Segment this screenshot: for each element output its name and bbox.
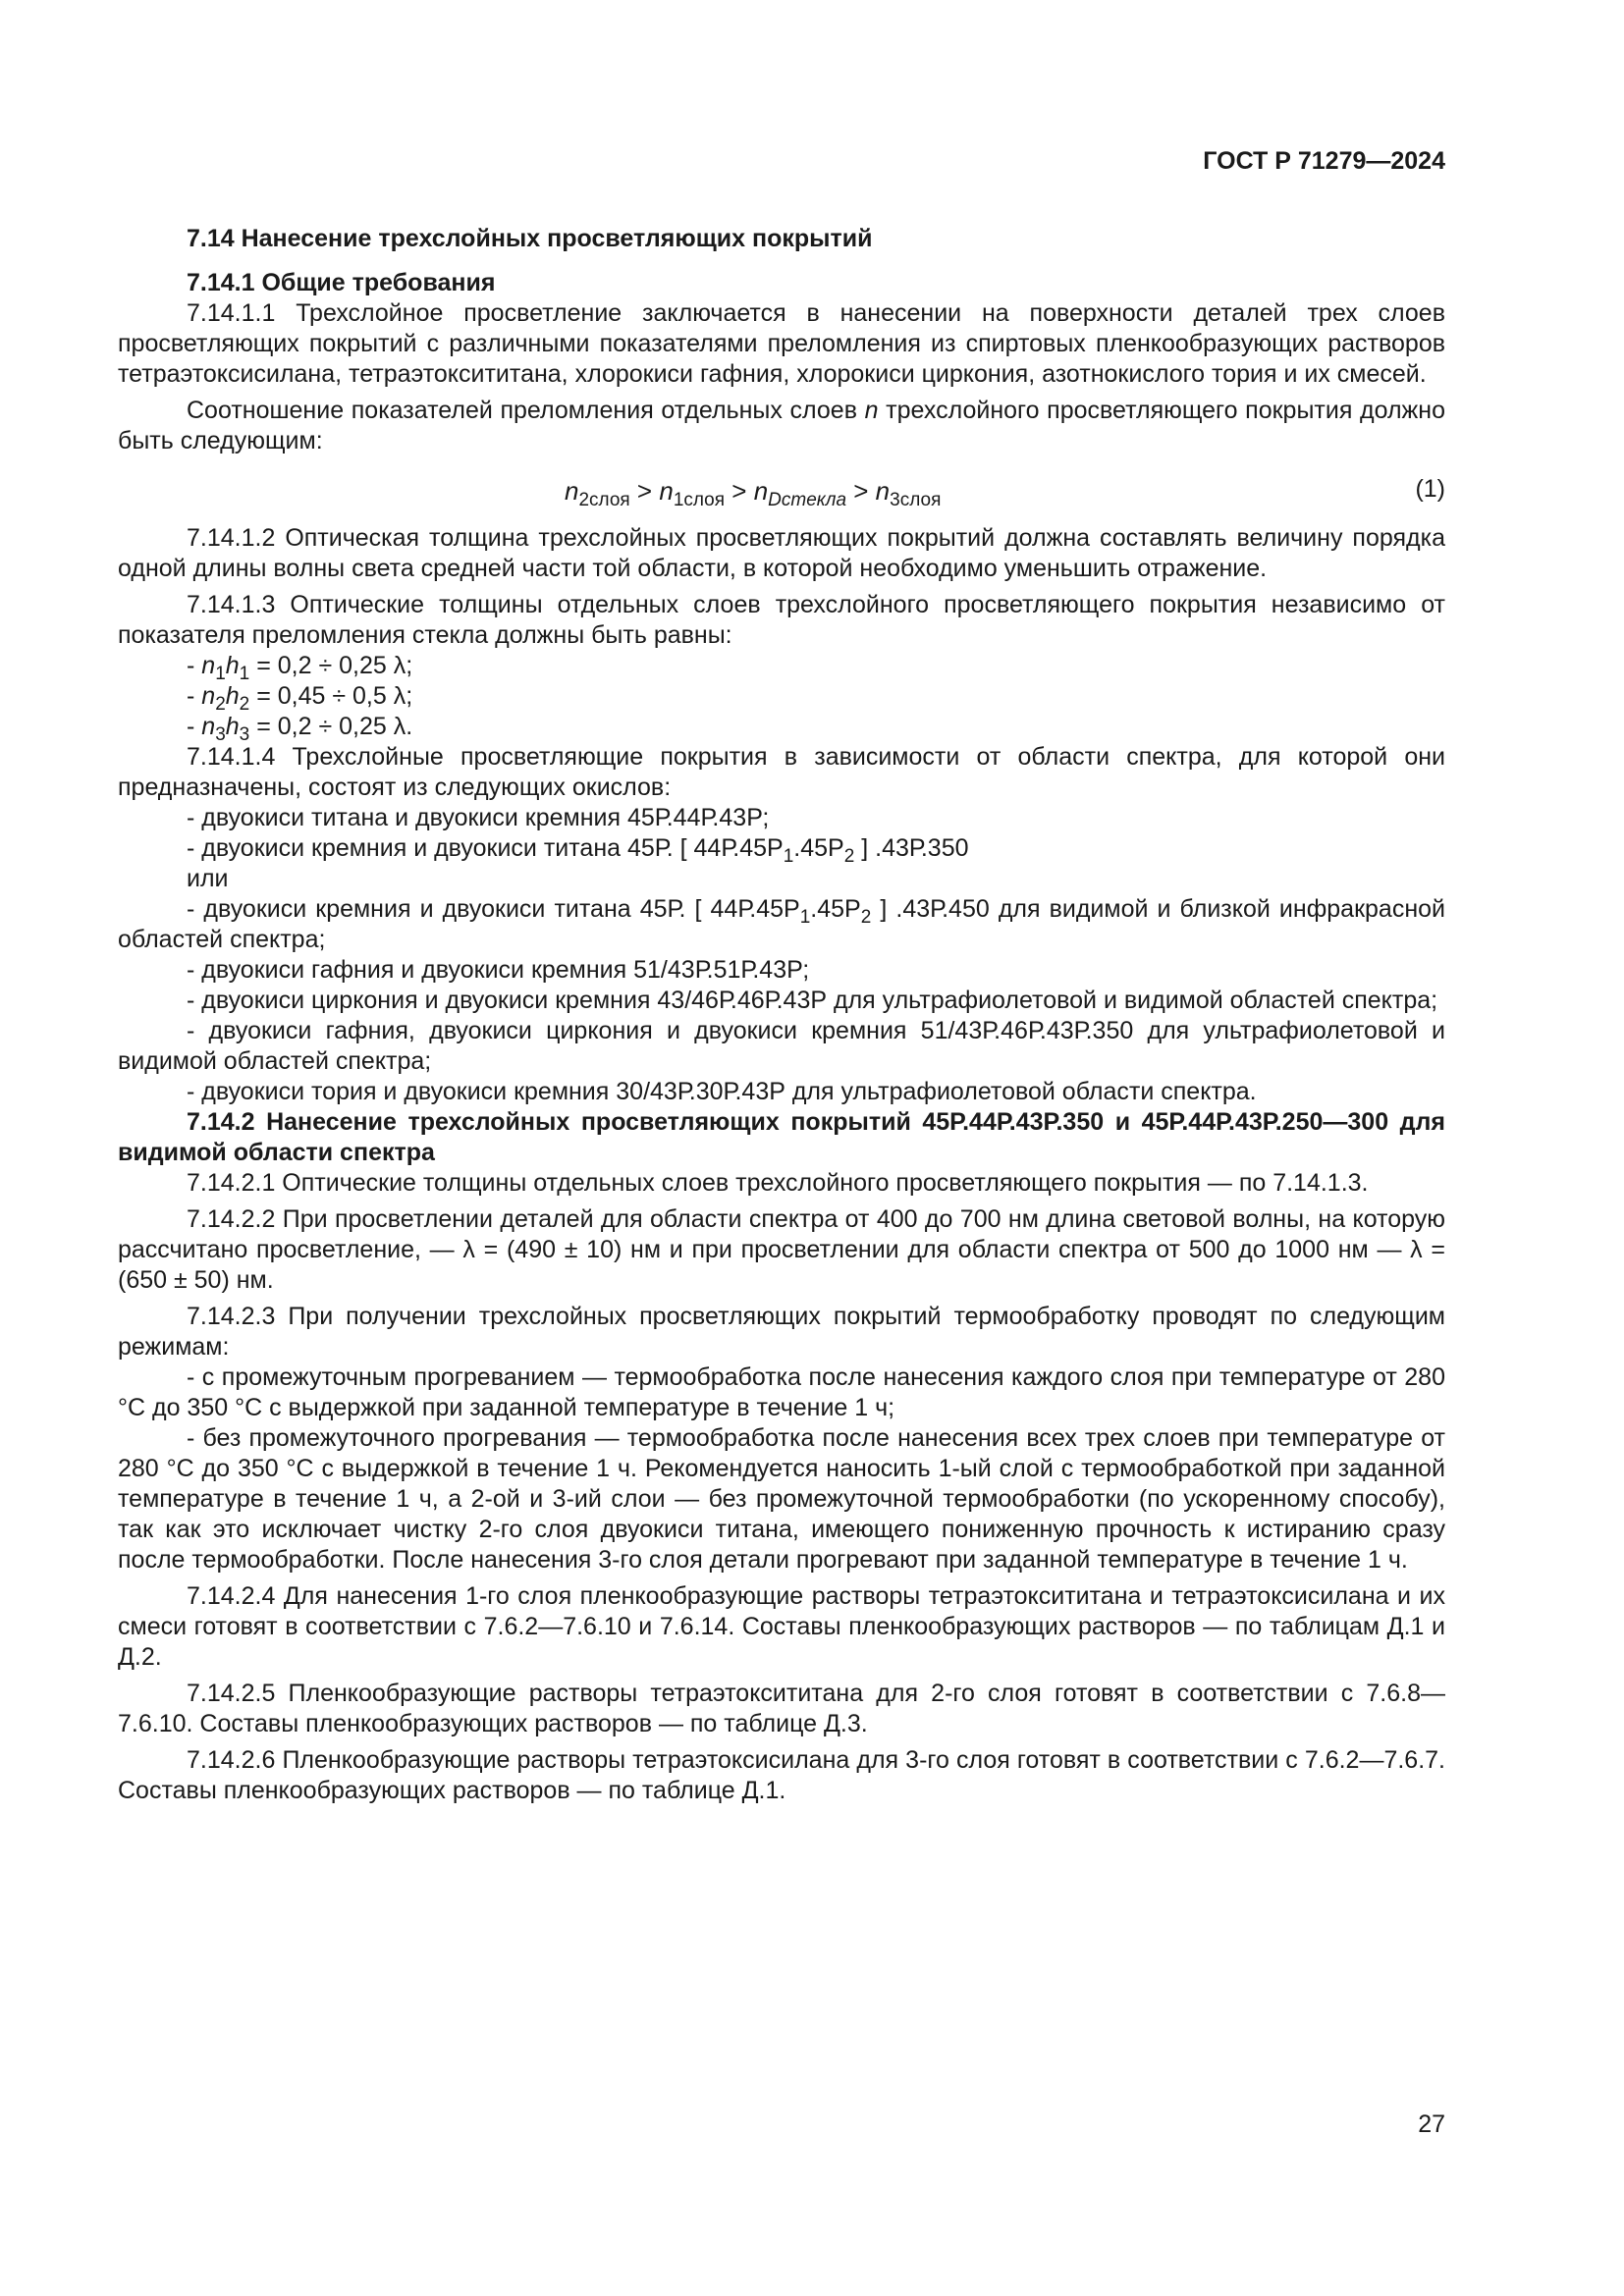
paragraph-7-14-2-4: 7.14.2.4 Для нанесения 1-го слоя пленкообразующие растворы тетраэтоксититана и тетраэтоксисилана и их смеси готовят в соответствии с 7.6.2—7.6.10 и 7.6.14. Составы пленкообразующих растворов — по таблицам Д.1 и Д.2. <box>118 1582 1445 1671</box>
paragraph-7-14-1-3: 7.14.1.3 Оптические толщины отдельных слоев трехслойного просветляющего покрытия независимо от показателя преломления стекла должны быть равны: <box>118 591 1445 649</box>
oxide-item-2: - двуокиси кремния и двуокиси титана 45Р. [ $44Р.45Р_1.45Р_2$ ] .43Р.350 <box>187 834 969 867</box>
subsection-title-visible: 7.14.2 Нанесение трехслойных просветляющих покрытий 45Р.44Р.43Р.350 и 45Р.44Р.43Р.250—300 для видимой области спектра <box>118 1108 1445 1166</box>
oxide-item-5: - двуокиси циркония и двуокиси кремния 43/46Р.46Р.43Р для ультрафиолетовой и видимой областей спектра; <box>187 987 1438 1014</box>
formula-1 <box>118 462 1445 523</box>
oxide-item-6: - двуокиси гафния, двуокиси циркония и двуокиси кремния 51/43Р.46Р.43Р.350 для ультрафиолетовой и видимой областей спектра; <box>118 1017 1445 1075</box>
paragraph-7-14-2-6: 7.14.2.6 Пленкообразующие растворы тетраэтоксисилана для 3-го слоя готовят в соответствии с 7.6.2—7.6.7. Составы пленкообразующих растворов — по таблице Д.1. <box>118 1746 1445 1804</box>
standard-code: ГОСТ Р 71279—2024 <box>1203 147 1445 175</box>
oxide-item-3: - двуокиси кремния и двуокиси титана 45Р. [ $44Р.45Р_1.45Р_2$ ] .43Р.450 для видимой и близкой инфракрасной областей спектра; <box>118 895 1445 953</box>
paragraph-7-14-2-1: 7.14.2.1 Оптические толщины отдельных слоев трехслойного просветляющего покрытия — по 7.14.1.3. <box>187 1169 1369 1197</box>
paragraph-7-14-2-2: 7.14.2.2 При просветлении деталей для области спектра от 400 до 700 нм длина световой волны, на которую рассчитано просветление, — λ = (490 ± 10) нм и при просветлении для области спектра от 500 до 1000 нм — λ = (650 ± 50) нм. <box>118 1205 1445 1294</box>
paragraph-ratio: Соотношение показателей преломления отдельных слоев n трехслойного просветляющего покрытия должно быть следующим: <box>118 397 1445 454</box>
subsection-title-general: 7.14.1 Общие требования <box>187 269 496 296</box>
mode-item-2: - без промежуточного прогревания — термообработка после нанесения всех трех слоев при температуре от 280 °С до 350 °С с выдержкой в течение 1 ч. Рекомендуется наносить 1-ый слой с термообработкой при заданной температуре в течение 1 ч, а 2-ой и 3-ий слои — без промежуточной термообработки (по ускоренному способу), так как это исключает чистку 2-го слоя двуокиси титана, имеющего пониженную прочность к истиранию сразу после термообработки. После нанесения 3-го слоя детали прогревают при заданной температуре в течение 1 ч. <box>118 1424 1445 1574</box>
oxide-item-4: - двуокиси гафния и двуокиси кремния 51/43Р.51Р.43Р; <box>187 956 810 984</box>
thickness-item-3: - $n_3h_3 = 0,2 \div 0,25$ λ. <box>187 713 413 745</box>
paragraph-7-14-1-2: 7.14.1.2 Оптическая толщина трехслойных просветляющих покрытий должна составлять величину порядка одной длины волны света средней части той области, в которой необходимо уменьшить отражение. <box>118 524 1445 582</box>
mode-item-1: - с промежуточным прогреванием — термообработка после нанесения каждого слоя при температуре от 280 °С до 350 °С с выдержкой при заданной температуре в течение 1 ч; <box>118 1363 1445 1421</box>
oxide-item-7: - двуокиси тория и двуокиси кремния 30/43Р.30Р.43Р для ультрафиолетовой области спектра. <box>187 1078 1257 1105</box>
formula-number: (1) <box>1415 475 1445 503</box>
document-page <box>118 0 1445 2296</box>
paragraph-7-14-2-5: 7.14.2.5 Пленкообразующие растворы тетраэтоксититана для 2-го слоя готовят в соответствии с 7.6.8—7.6.10. Составы пленкообразующих растворов — по таблице Д.3. <box>118 1680 1445 1737</box>
paragraph-7-14-1-4: 7.14.1.4 Трехслойные просветляющие покрытия в зависимости от области спектра, для которой они предназначены, состоят из следующих окислов: <box>118 743 1445 801</box>
or-connector: или <box>187 865 229 892</box>
paragraph-7-14-2-3: 7.14.2.3 При получении трехслойных просветляющих покрытий термообработку проводят по следующим режимам: <box>118 1303 1445 1361</box>
formula-expression: $n_{2слоя} > n_{1слоя} > n_{Dстекла} > n_{3слоя}$ <box>565 476 942 510</box>
section-title: 7.14 Нанесение трехслойных просветляющих покрытий <box>187 225 873 252</box>
thickness-item-2: - $n_2h_2 = 0,45 \div 0,5$ λ; <box>187 682 413 715</box>
page-content <box>118 224 1445 1806</box>
oxide-item-1: - двуокиси титана и двуокиси кремния 45Р.44Р.43Р; <box>187 804 770 831</box>
paragraph-7-14-1-1: 7.14.1.1 Трехслойное просветление заключается в нанесении на поверхности деталей трех слоев просветляющих покрытий с различными показателями преломления из спиртовых пленкообразующих растворов тетраэтоксисилана, тетраэтоксититана, хлорокиси гафния, хлорокиси циркония, азотнокислого тория и их смесей. <box>118 299 1445 388</box>
thickness-item-1: - $n_1h_1 = 0,2 \div 0,25$ λ; <box>187 652 413 684</box>
page-number: 27 <box>1418 2110 1445 2138</box>
